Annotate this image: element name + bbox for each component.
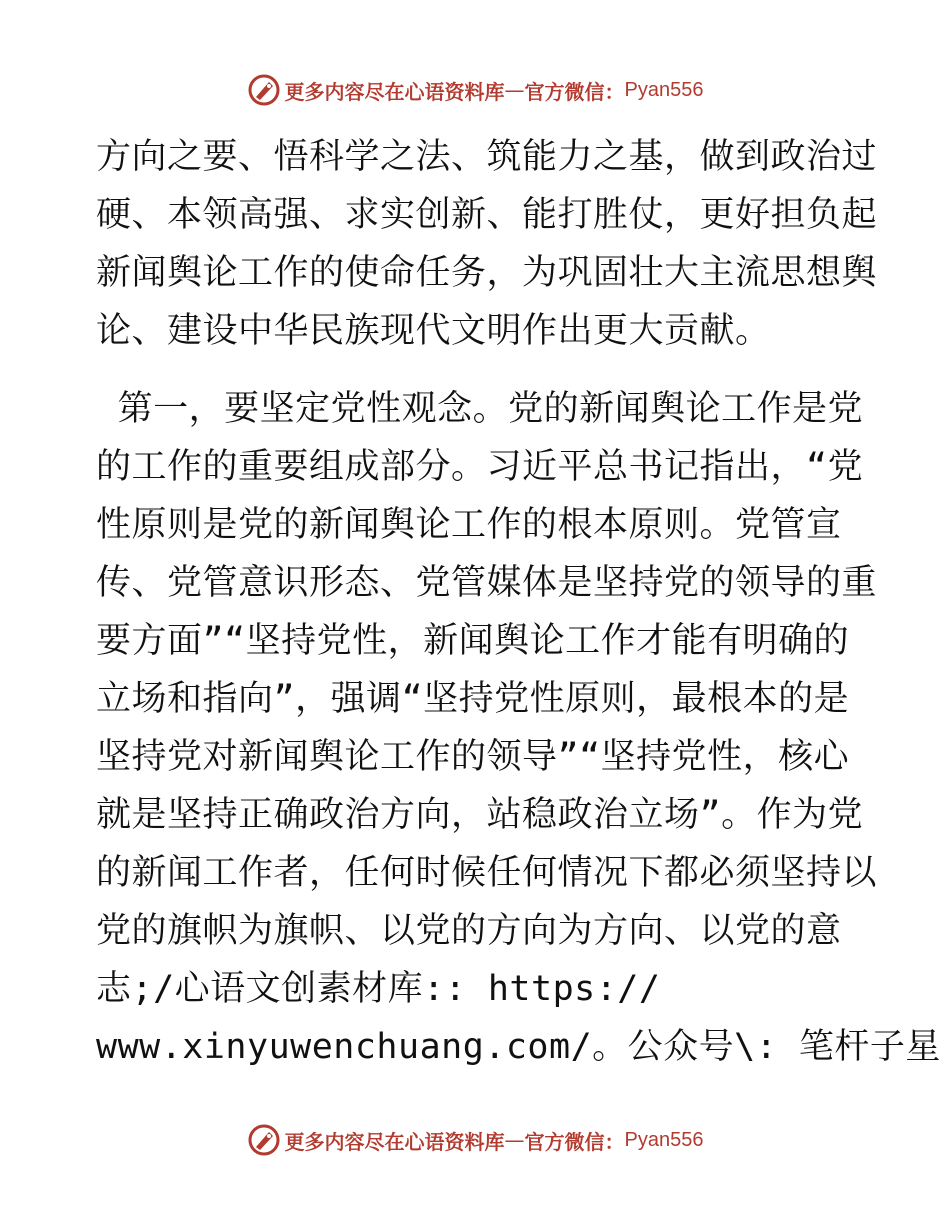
text-line: 新闻舆论工作的使命任务，为巩固壮大主流思想舆 — [96, 253, 878, 293]
header-banner — [0, 70, 950, 110]
text-line: 的新闻工作者，任何时候任何情况下都必须坚持以 — [96, 853, 878, 893]
text-line: 立场和指向”，强调“坚持党性原则，最根本的是 — [96, 679, 850, 719]
paragraph-2 — [96, 380, 941, 1076]
footer-banner — [0, 1120, 950, 1160]
text-line: 要方面”“坚持党性，新闻舆论工作才能有明确的 — [96, 621, 850, 661]
text-line: 志;/心语文创素材库:: https:// — [96, 969, 661, 1009]
text-line: 党的旗帜为旗帜、以党的方向为方向、以党的意 — [96, 911, 842, 951]
text-line: 方向之要、悟科学之法、筑能力之基，做到政治过 — [96, 137, 878, 177]
banner-brand: 更多内容尽在心语资料库 — [284, 79, 505, 104]
text-line: 传、党管意识形态、党管媒体是坚持党的领导的重 — [96, 563, 878, 603]
banner-wechat-id: Pyan556 — [624, 1128, 704, 1151]
pen-nib-logo-icon — [247, 1123, 281, 1157]
paragraph-1 — [96, 128, 878, 360]
banner-brand: 更多内容尽在心语资料库 — [284, 1129, 505, 1154]
banner-separator: — — [504, 1128, 525, 1152]
banner-separator: — — [504, 78, 525, 102]
banner-official-label: 官方微信： — [524, 79, 625, 104]
text-line: 硬、本领高强、求实创新、能打胜仗，更好担负起 — [96, 195, 878, 235]
text-line: 第一，要坚定党性观念。党的新闻舆论工作是党 — [96, 389, 864, 429]
banner-official-label: 官方微信： — [524, 1129, 625, 1154]
paragraph-gap — [96, 360, 856, 380]
text-line: www.xinyuwenchuang.com/。公众号\: 笔杆子星 — [96, 1027, 941, 1067]
text-line: 性原则是党的新闻舆论工作的根本原则。党管宣 — [96, 505, 842, 545]
document-body — [96, 128, 941, 1076]
text-line: 的工作的重要组成部分。习近平总书记指出，“党 — [96, 447, 864, 487]
text-line: 论、建设中华民族现代文明作出更大贡献。 — [96, 311, 771, 351]
text-line: 坚持党对新闻舆论工作的领导”“坚持党性，核心 — [96, 737, 850, 777]
text-line: 就是坚持正确政治方向，站稳政治立场”。作为党 — [96, 795, 864, 835]
pen-nib-logo-icon — [247, 73, 281, 107]
banner-wechat-id: Pyan556 — [624, 78, 704, 101]
